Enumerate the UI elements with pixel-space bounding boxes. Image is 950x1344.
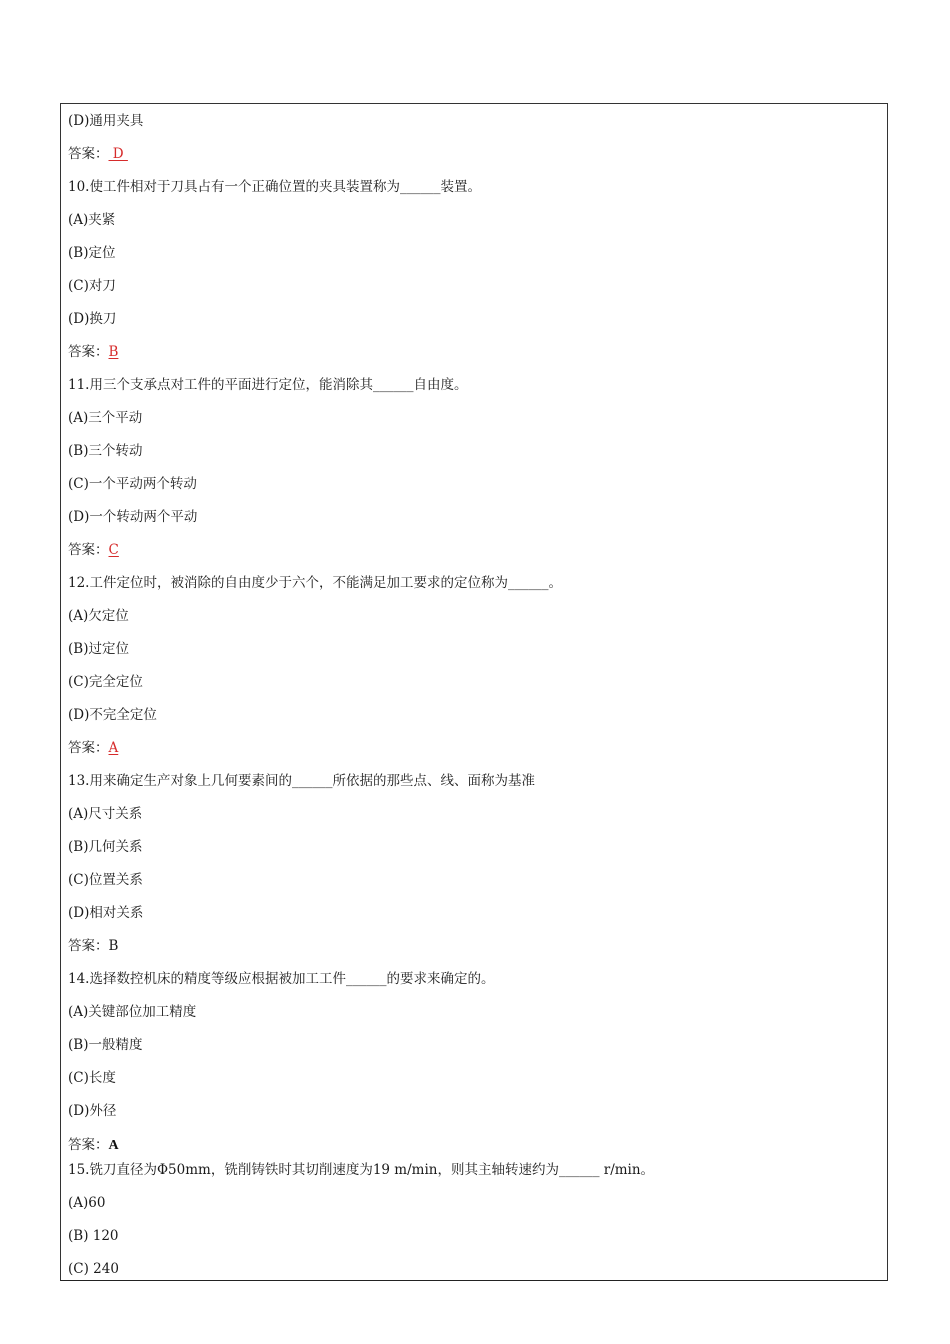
- option-text: (B) 120: [68, 1228, 119, 1244]
- option-text: (D)换刀: [68, 311, 117, 327]
- option-text: (C) 240: [68, 1261, 119, 1277]
- question-text: 14.选择数控机床的精度等级应根据被加工工件: [68, 971, 346, 987]
- answer-label: 答案：: [68, 542, 109, 558]
- option-text: (A)关键部位加工精度: [68, 1004, 197, 1020]
- answer-blank: ______: [399, 179, 441, 195]
- option-text: (B)一般精度: [68, 1037, 143, 1053]
- question-stem: [68, 176, 481, 198]
- document-frame: [60, 103, 888, 1281]
- option-text: (A)60: [68, 1195, 106, 1211]
- question-stem: [68, 374, 467, 396]
- option-text: (D)一个转动两个平动: [68, 509, 198, 525]
- answer-value: A: [108, 1138, 119, 1153]
- answer-label: 答案：: [68, 344, 109, 360]
- answer-line: [68, 1134, 119, 1156]
- answer-value: D: [108, 146, 128, 162]
- answer-blank: ______: [345, 971, 387, 987]
- answer-line: [68, 737, 118, 759]
- option-text: (C)完全定位: [68, 674, 143, 690]
- answer-line: [68, 539, 119, 561]
- option-text: (D)不完全定位: [68, 707, 157, 723]
- option-text: (B)过定位: [68, 641, 129, 657]
- answer-value: A: [108, 740, 119, 756]
- answer-value: C: [108, 542, 119, 558]
- answer-blank: ______: [372, 377, 414, 393]
- option-text: (A)三个平动: [68, 410, 143, 426]
- question-text-end: 的要求来确定的。: [386, 971, 495, 987]
- question-stem: [68, 572, 562, 594]
- option-text: (C)位置关系: [68, 872, 143, 888]
- answer-blank: ______: [291, 773, 333, 789]
- question-text-end: r/min。: [599, 1162, 655, 1178]
- question-text: 12.工件定位时，被消除的自由度少于六个，不能满足加工要求的定位称为: [68, 575, 508, 591]
- answer-label: 答案：: [68, 146, 109, 162]
- option-text: (B)几何关系: [68, 839, 143, 855]
- option-text: (C)一个平动两个转动: [68, 476, 197, 492]
- question-text: 15.铣刀直径为Φ50mm，铣削铸铁时其切削速度为19 m/min，则其主轴转速约为: [68, 1162, 559, 1178]
- answer-line: [68, 341, 118, 363]
- answer-blank: ______: [558, 1162, 600, 1178]
- answer-label: 答案：: [68, 938, 109, 954]
- question-text-end: 自由度。: [413, 377, 468, 393]
- option-text: (D)通用夹具: [68, 113, 144, 129]
- option-text: (A)欠定位: [68, 608, 129, 624]
- question-text-end: 。: [548, 575, 562, 591]
- option-text: (A)尺寸关系: [68, 806, 143, 822]
- answer-value: B: [108, 938, 119, 954]
- option-text: (D)外径: [68, 1103, 117, 1119]
- question-stem: [68, 968, 494, 990]
- option-text: (C)对刀: [68, 278, 116, 294]
- option-text: (C)长度: [68, 1070, 116, 1086]
- answer-label: 答案：: [68, 740, 109, 756]
- answer-line: [68, 143, 128, 165]
- question-text: 10.使工件相对于刀具占有一个正确位置的夹具装置称为: [68, 179, 400, 195]
- answer-blank: ______: [507, 575, 549, 591]
- answer-label: 答案：: [68, 1137, 109, 1153]
- question-stem: [68, 770, 535, 792]
- answer-value: B: [108, 344, 119, 360]
- option-text: (D)相对关系: [68, 905, 144, 921]
- option-text: (B)三个转动: [68, 443, 143, 459]
- question-text: 11.用三个支承点对工件的平面进行定位，能消除其: [68, 377, 373, 393]
- answer-line: [68, 935, 118, 957]
- question-text-end: 装置。: [440, 179, 481, 195]
- question-text: 13.用来确定生产对象上几何要素间的: [68, 773, 292, 789]
- question-text-end: 所依据的那些点、线、面称为基准: [332, 773, 535, 789]
- question-stem: [68, 1159, 654, 1181]
- option-text: (B)定位: [68, 245, 116, 261]
- option-text: (A)夹紧: [68, 212, 116, 228]
